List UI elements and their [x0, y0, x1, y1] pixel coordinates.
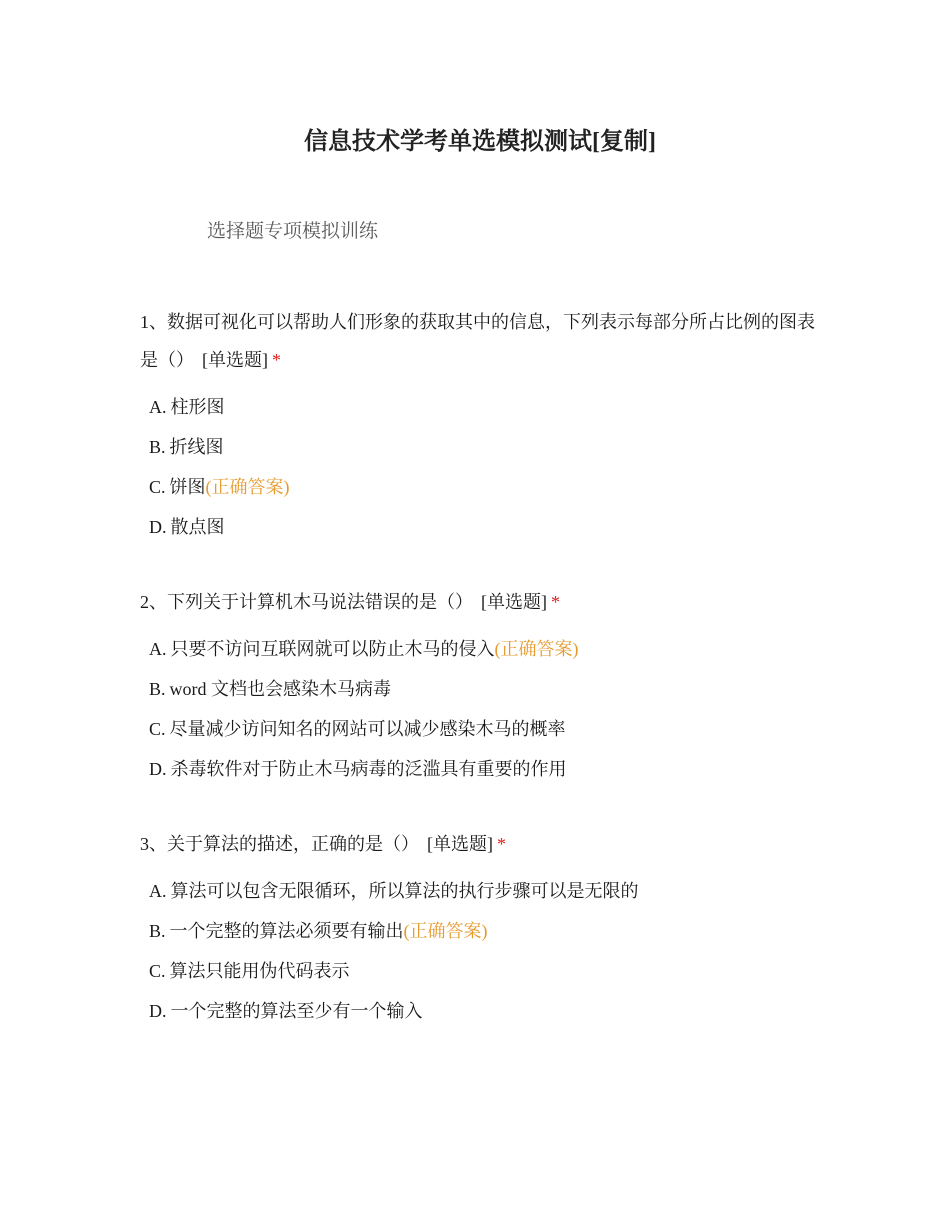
option-a[interactable]	[140, 629, 820, 669]
question-3	[140, 825, 820, 1031]
option-letter: C.	[149, 719, 166, 739]
option-letter: B.	[149, 921, 166, 941]
question-stem	[140, 583, 820, 621]
option-text: 折线图	[169, 437, 224, 457]
question-number: 2、	[140, 592, 167, 612]
option-letter: D.	[149, 1001, 167, 1021]
option-a[interactable]	[140, 871, 820, 911]
option-d[interactable]	[140, 991, 820, 1031]
question-2	[140, 583, 820, 789]
option-letter: C.	[149, 961, 166, 981]
correct-answer-tag: (正确答案)	[205, 477, 290, 497]
option-list	[140, 629, 820, 789]
option-b[interactable]	[140, 911, 820, 951]
question-type-label: [单选题]	[202, 350, 268, 370]
option-text: word 文档也会感染木马病毒	[169, 679, 392, 699]
option-b[interactable]	[140, 427, 820, 467]
correct-answer-tag: (正确答案)	[494, 639, 579, 659]
question-number: 3、	[140, 834, 167, 854]
option-list	[140, 871, 820, 1031]
required-mark: *	[551, 592, 560, 612]
question-number: 1、	[140, 312, 167, 332]
option-letter: D.	[149, 517, 167, 537]
question-text: 关于算法的描述，正确的是（）	[167, 834, 419, 854]
option-letter: B.	[149, 679, 166, 699]
option-text: 算法只能用伪代码表示	[169, 961, 350, 981]
option-letter: D.	[149, 759, 167, 779]
option-c[interactable]	[140, 951, 820, 991]
option-d[interactable]	[140, 507, 820, 547]
question-text: 数据可视化可以帮助人们形象的获取其中的信息，下列表示每部分所占比例的图表是（）	[140, 312, 815, 370]
option-text: 散点图	[170, 517, 225, 537]
option-c[interactable]	[140, 467, 820, 507]
option-text: 尽量减少访问知名的网站可以减少感染木马的概率	[169, 719, 566, 739]
option-text: 一个完整的算法至少有一个输入	[170, 1001, 423, 1021]
option-text: 只要不访问互联网就可以防止木马的侵入	[170, 639, 495, 659]
question-text: 下列关于计算机木马说法错误的是（）	[167, 592, 473, 612]
option-letter: B.	[149, 437, 166, 457]
page-title: 信息技术学考单选模拟测试[复制]	[304, 129, 656, 156]
option-letter: A.	[149, 881, 167, 901]
option-letter: A.	[149, 397, 167, 417]
correct-answer-tag: (正确答案)	[403, 921, 488, 941]
question-stem	[140, 303, 820, 379]
option-text: 饼图	[169, 477, 206, 497]
option-a[interactable]	[140, 387, 820, 427]
option-letter: C.	[149, 477, 166, 497]
option-text: 算法可以包含无限循环，所以算法的执行步骤可以是无限的	[170, 881, 639, 901]
required-mark: *	[497, 834, 506, 854]
option-b[interactable]	[140, 669, 820, 709]
required-mark: *	[272, 350, 281, 370]
option-d[interactable]	[140, 749, 820, 789]
option-text: 柱形图	[170, 397, 225, 417]
option-list	[140, 387, 820, 547]
page-subtitle: 选择题专项模拟训练	[207, 221, 379, 242]
option-text: 一个完整的算法必须要有输出	[169, 921, 404, 941]
question-type-label: [单选题]	[427, 834, 493, 854]
question-stem	[140, 825, 820, 863]
question-type-label: [单选题]	[481, 592, 547, 612]
question-1	[140, 303, 820, 547]
option-c[interactable]	[140, 709, 820, 749]
option-text: 杀毒软件对于防止木马病毒的泛滥具有重要的作用	[170, 759, 567, 779]
option-letter: A.	[149, 639, 167, 659]
